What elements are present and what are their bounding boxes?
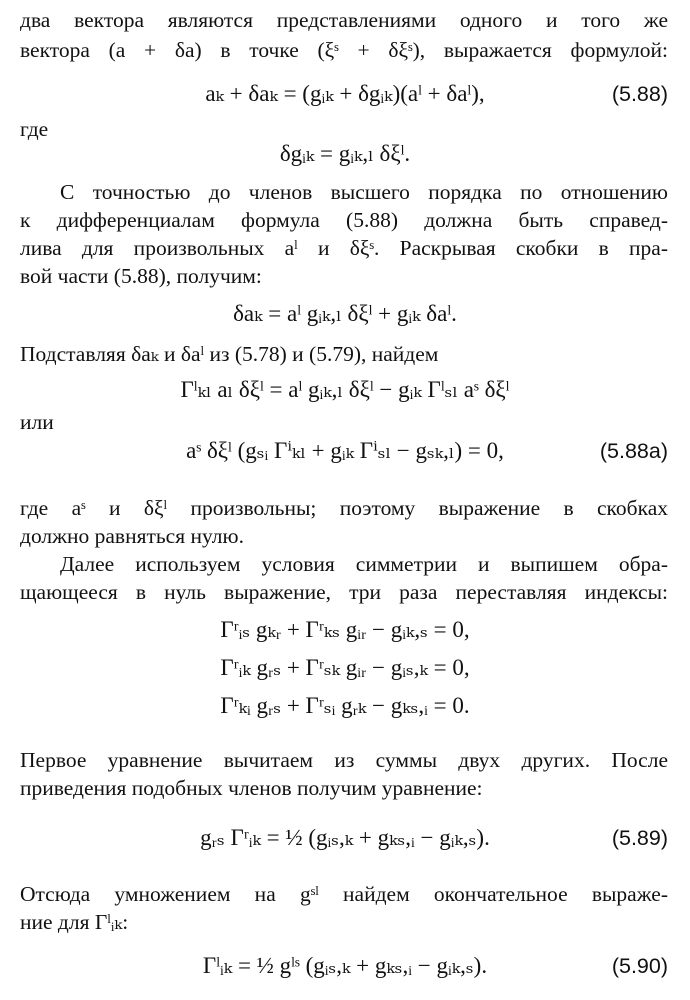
equation-number: (5.90): [611, 954, 668, 978]
text-line: лива для произвольных aˡ и δξˢ. Раскрывая скобки в пра-: [20, 236, 668, 260]
equation-delta-g: δgᵢₖ = gᵢₖ,ₗ δξˡ.: [279, 141, 411, 166]
text-line: Отсюда умножением на gˢˡ найдем окончательное выраже-: [20, 882, 668, 906]
text-line: Подставляя δaₖ и δaˡ из (5.78) и (5.79), найдем: [20, 342, 439, 366]
text-line: приведения подобных членов получим уравнение:: [20, 776, 483, 800]
text-line: или: [20, 410, 54, 434]
text-line: вой части (5.88), получим:: [20, 264, 262, 288]
equation-delta-a: δaₖ = aˡ gᵢₖ,ₗ δξˡ + gᵢₖ δaˡ.: [233, 301, 457, 326]
text-line: к дифференциалам формула (5.88) должна быть справед-: [20, 208, 668, 232]
text-line: щающееся в нуль выражение, три раза переставляя индексы:: [20, 580, 668, 604]
equation-number: (5.89): [611, 826, 668, 850]
equation-symmetry-1: Γʳᵢₛ gₖᵣ + Γʳₖₛ gᵢᵣ − gᵢₖ,ₛ = 0,: [220, 617, 470, 642]
text-line: должно равняться нулю.: [20, 524, 244, 548]
equation-588a: aˢ δξˡ (gₛᵢ Γⁱₖₗ + gᵢₖ Γⁱₛₗ − gₛₖ,ₗ) = 0,: [186, 438, 504, 463]
text-line: два вектора являются представлениями одного и того же: [20, 8, 668, 32]
equation-589: gᵣₛ Γʳᵢₖ = ½ (gᵢₛ,ₖ + gₖₛ,ᵢ − gᵢₖ,ₛ).: [200, 825, 490, 850]
equation-symmetry-3: Γʳₖᵢ gᵣₛ + Γʳₛᵢ gᵣₖ − gₖₛ,ᵢ = 0.: [220, 693, 470, 718]
equation-588: aₖ + δaₖ = (gᵢₖ + δgᵢₖ)(aˡ + δaˡ),: [205, 81, 485, 106]
paragraph-start: С точностью до членов высшего порядка по отношению: [60, 180, 668, 204]
text-line: Первое уравнение вычитаем из суммы двух других. После: [20, 748, 668, 772]
equation-590: Γˡᵢₖ = ½ gˡˢ (gᵢₛ,ₖ + gₖₛ,ᵢ − gᵢₖ,ₛ).: [202, 953, 488, 978]
equation-number: (5.88a): [599, 439, 668, 463]
text-line: где aˢ и δξˡ произвольны; поэтому выражение в скобках: [20, 496, 668, 520]
text-line: вектора (a + δa) в точке (ξˢ + δξˢ), выражается формулой:: [20, 38, 668, 62]
text-line: где: [20, 117, 49, 141]
text-line: ние для Γˡᵢₖ:: [20, 910, 129, 934]
equation-number: (5.88): [611, 82, 668, 106]
paragraph-start: Далее используем условия симметрии и выпишем обра-: [60, 552, 668, 576]
equation-symmetry-2: Γʳᵢₖ gᵣₛ + Γʳₛₖ gᵢᵣ − gᵢₛ,ₖ = 0,: [220, 655, 470, 680]
equation-substitution: Γˡₖₗ aₗ δξˡ = aˡ gᵢₖ,ₗ δξˡ − gᵢₖ Γˡₛₗ aˢ δξˡ: [180, 377, 510, 402]
